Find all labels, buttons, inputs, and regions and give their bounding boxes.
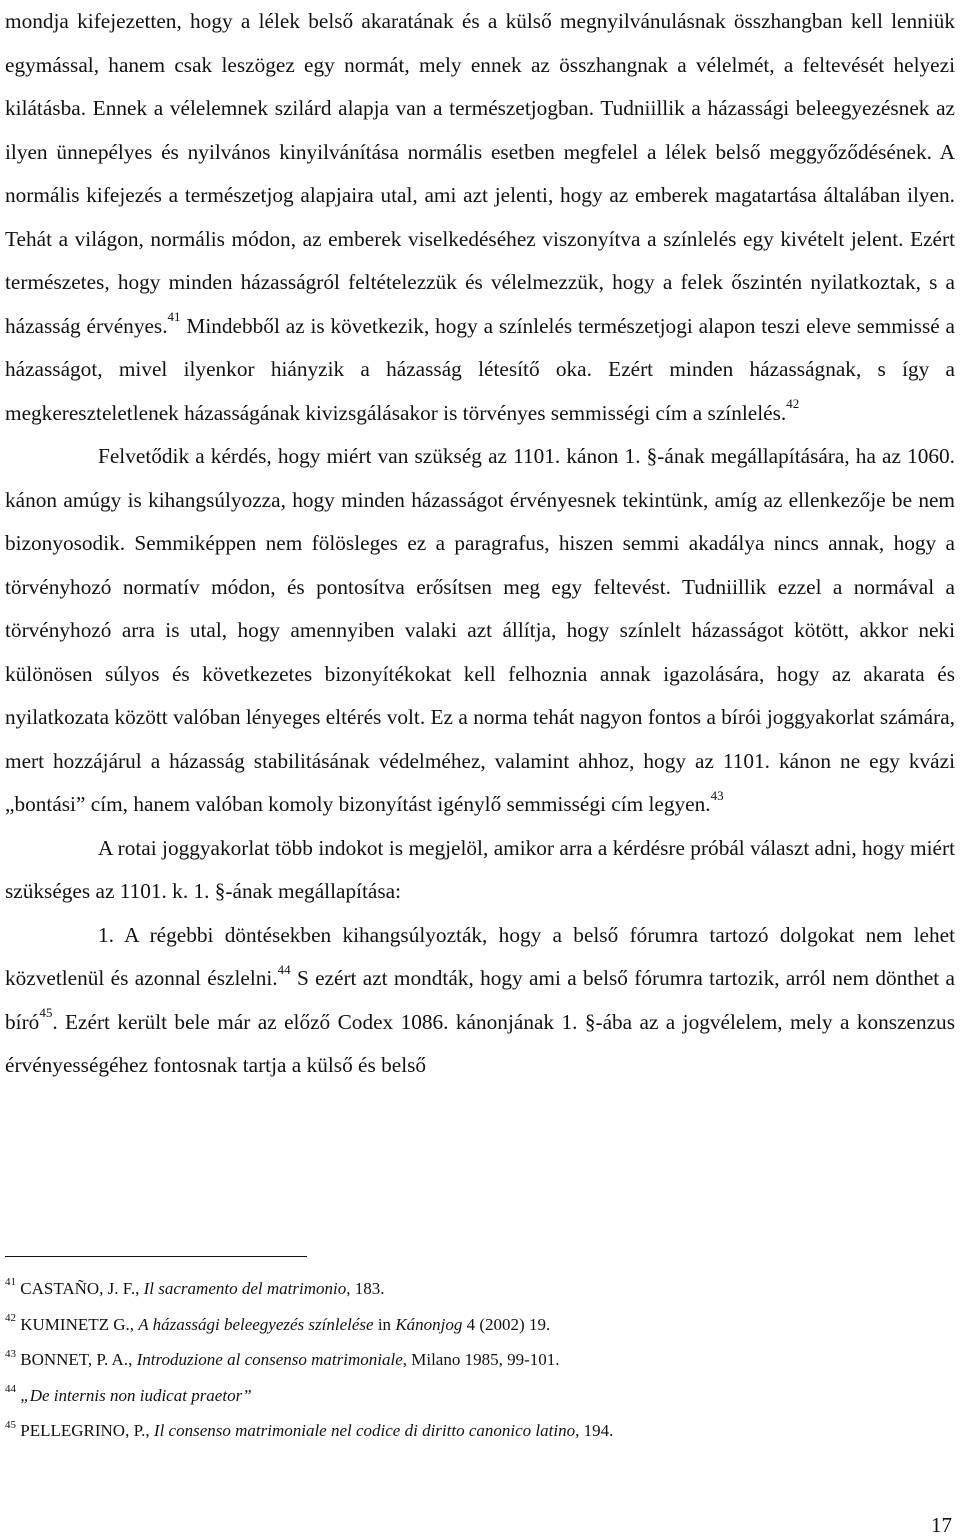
main-text — [5, 0, 955, 1088]
footnote-number: 44 — [5, 1383, 16, 1396]
footnote-43 — [5, 1342, 955, 1378]
footnote-rest: , Milano 1985, 99-101. — [402, 1350, 560, 1370]
footnote-author: KUMINETZ G. — [20, 1314, 130, 1334]
footnote-separator — [5, 1256, 307, 1257]
footnote-number: 41 — [5, 1276, 16, 1289]
footnote-44 — [5, 1378, 955, 1414]
text-run: Mindebből az is következik, hogy a színlelés természetjogi alapon teszi eleve semmissé a házasságot, mivel ilyenkor hiányzik a házasság létesítő oka. Ezért minden házasságnak, s így a megkereszteletlenek házasságának kivizsgálásakor is törvényes semmisségi cím a színlelés. — [5, 313, 956, 425]
text-run: . Ezért került bele már az előző Codex 1086. kánonjának 1. §-ába az a jogvélelem, mely a konszenzus érvényességéhez fontosnak tartja a külső és belső — [5, 1009, 955, 1077]
footnote-separator-text: , — [129, 1314, 139, 1334]
page-body — [5, 0, 955, 1088]
text-run: A rotai joggyakorlat több indokot is megjelöl, amikor arra a kérdésre próbál választ adni, hogy miért szükséges az 1101. k. 1. §-ának megállapítása: — [5, 835, 955, 903]
text-run: mondja kifejezetten, hogy a lélek belső akaratának és a külső megnyilvánulásnak összhangban kell lenniük egymással, hanem csak leszögez egy normát, mely ennek az összhangnak a vélelmét, a feltevését helyezi kilátásba. Ennek a vélelemnek szilárd alapja van a természetjogban. Tudniillik a házassági beleegyezésnek az ilyen ünnepélyes és nyilvános kinyilvánítása normális esetben megfelel a lélek belső meggyőződésének. A normális kifejezés a természetjog alapjaira utal, ami azt jelenti, hogy az emberek magatartása általában ilyen. Tehát a világon, normális módon, az emberek viselkedéséhez viszonyítva a színlelés egy kivételt jelent. Ezért természetes, hogy minden házasságról feltételezzük és vélelmezzük, hogy a felek őszintén nyilatkoztak, s a házasság érvényes. — [5, 9, 955, 338]
footnote-ref-44[interactable]: 44 — [277, 961, 291, 977]
footnote-author: PELLEGRINO, P. — [20, 1421, 146, 1441]
footnote-ref-42[interactable]: 42 — [786, 396, 800, 412]
paragraph-2 — [5, 435, 955, 827]
footnote-41 — [5, 1271, 955, 1307]
footnote-rest: 4 (2002) 19. — [462, 1314, 551, 1334]
text-run: 1. A régebbi döntésekben kihangsúlyozták, hogy a belső fórumra tartozó dolgokat nem lehet közvetlenül és azonnal észlelni. — [5, 922, 955, 990]
footnote-title: A házassági beleegyezés színlelése — [138, 1314, 374, 1334]
footnote-number: 45 — [5, 1418, 16, 1431]
footnote-author: BONNET, P. A. — [20, 1350, 129, 1370]
list-item-1 — [5, 914, 955, 1088]
text-run: S ezért azt mondták, hogy ami a belső fórumra tartozik, arról nem dönthet a bíró — [5, 966, 955, 1034]
footnote-42 — [5, 1307, 955, 1343]
footnote-ref-41[interactable]: 41 — [167, 309, 181, 325]
page-number: 17 — [931, 1513, 952, 1537]
text-run: Felvetődik a kérdés, hogy miért van szükség az 1101. kánon 1. §-ának megállapítására, ha az 1060. kánon amúgy is kihangsúlyozza, hogy minden házasságot érvényesnek tekintünk, amíg az ellenkezője be nem bizonyosodik. Semmiképpen nem fölösleges ez a paragrafus, hiszen semmi akadálya nincs annak, hogy a törvényhozó normatív módon, és pontosítva erősítsen meg egy feltevést. Tudniillik ezzel a normával a törvényhozó arra is utal, hogy amennyiben valaki azt állítja, hogy színlelt házasságot kötött, akkor neki különösen súlyos és következetes bizonyítékokat kell felhoznia annak igazolására, hogy az akarata és nyilatkozata között valóban lényeges eltérés volt. Ez a norma tehát nagyon fontos a bírói joggyakorlat számára, mert hozzájárul a házasság stabilitásának védelméhez, valamint ahhoz, hogy az 1101. kánon ne egy kvázi „bontási” cím, hanem valóban komoly bizonyítást igénylő semmisségi cím legyen. — [5, 444, 955, 816]
footnote-45 — [5, 1413, 955, 1449]
footnote-rest: , 194. — [575, 1421, 614, 1441]
footnote-title: Introduzione al consenso matrimoniale — [136, 1350, 403, 1370]
paragraph-1 — [5, 0, 955, 435]
footnote-title: Il sacramento del matrimonio — [143, 1279, 347, 1298]
footnote-rest: , 183. — [346, 1279, 385, 1298]
footnote-title: Il consenso matrimoniale nel codice di diritto canonico latino — [153, 1421, 576, 1441]
footnote-rest: in — [373, 1314, 396, 1334]
footnote-ref-43[interactable]: 43 — [710, 787, 724, 803]
footnote-quote: „De internis non iudicat praetor” — [20, 1385, 252, 1405]
footnote-ref-45[interactable]: 45 — [39, 1005, 53, 1021]
footnotes — [5, 1256, 955, 1449]
footnote-separator-text: , — [145, 1421, 154, 1441]
footnote-number: 43 — [5, 1347, 16, 1360]
footnote-number: 42 — [5, 1311, 16, 1324]
footnote-journal: Kánonjog — [395, 1314, 463, 1334]
footnote-author: CASTAÑO, J. F. — [20, 1279, 136, 1298]
paragraph-3 — [5, 827, 955, 914]
footnote-separator-text: , — [135, 1279, 144, 1298]
footnote-separator-text: , — [128, 1350, 137, 1370]
